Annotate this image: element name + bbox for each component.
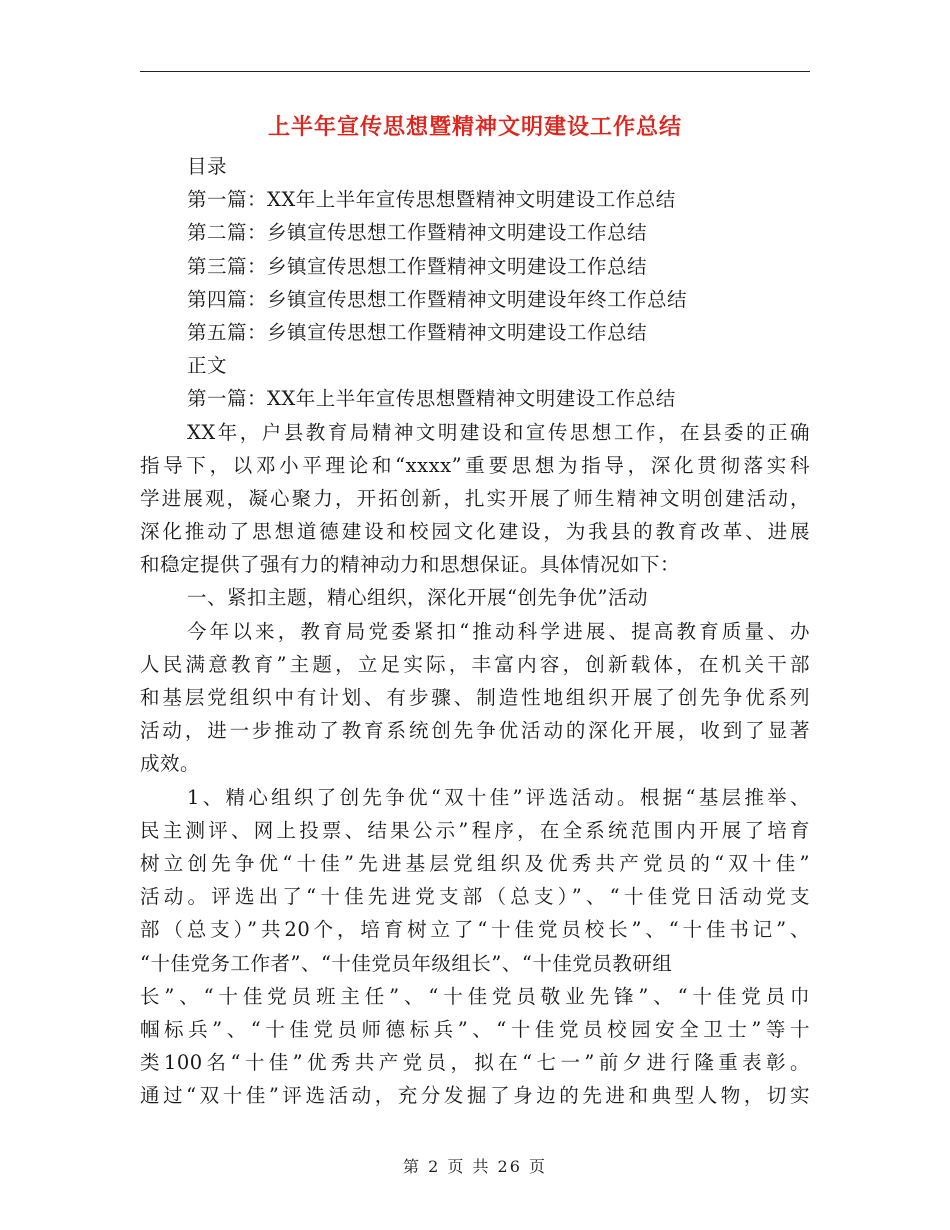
text-line: 部（总支）”共20个，培育树立了“十佳党员校长”、“十佳书记”、 (140, 918, 810, 942)
text-line: 通过“双十佳”评选活动，充分发掘了身边的先进和典型人物，切实 (140, 1084, 810, 1108)
text-line: 树立创先争优“十佳”先进基层党组织及优秀共产党员的“双十佳” (140, 851, 810, 875)
header-rule (140, 71, 810, 72)
text-line: 和基层党组织中有计划、有步骤、制造性地组织开展了创先争优系列 (140, 686, 810, 709)
text-line: 成效。 (140, 752, 201, 776)
text-line: 第五篇：乡镇宣传思想工作暨精神文明建设工作总结 (187, 320, 648, 344)
text-line: 正文 (187, 354, 228, 378)
text-line: 帼标兵”、“十佳党员师德标兵”、“十佳党员校园安全卫士”等十 (140, 1017, 810, 1041)
text-line: 民主测评、网上投票、结果公示”程序，在全系统范围内开展了培育 (140, 818, 810, 842)
text-line: 活动。评选出了“十佳先进党支部（总支）”、“十佳党日活动党支 (140, 885, 810, 909)
page-number-footer: 第 2 页 共 26 页 (403, 1157, 547, 1176)
text-line: 第一篇：XX年上半年宣传思想暨精神文明建设工作总结 (187, 387, 676, 411)
text-line: 人民满意教育”主题，立足实际，丰富内容，创新载体，在机关干部 (140, 652, 810, 676)
text-line: 长”、“十佳党员班主任”、“十佳党员敬业先锋”、“十佳党员巾 (140, 984, 810, 1008)
text-line: 第四篇：乡镇宣传思想工作暨精神文明建设年终工作总结 (187, 287, 688, 311)
text-line: 一、紧扣主题，精心组织，深化开展“创先争优”活动 (187, 586, 648, 610)
text-line: 活动，进一步推动了教育系统创先争优活动的深化开展，收到了显著 (140, 719, 810, 743)
text-line: XX年，户县教育局精神文明建设和宣传思想工作，在县委的正确 (187, 420, 810, 444)
text-line: 指导下，以邓小平理论和“xxxx”重要思想为指导，深化贯彻落实科 (140, 453, 810, 477)
text-line: 目录 (187, 155, 228, 178)
text-line: 深化推动了思想道德建设和校园文化建设，为我县的教育改革、进展 (140, 520, 810, 544)
document-body (140, 150, 810, 1112)
text-line: 学进展观，凝心聚力，开拓创新，扎实开展了师生精神文明创建活动， (140, 486, 810, 510)
text-line: 今年以来，教育局党委紧扣“推动科学进展、提高教育质量、办 (187, 619, 810, 643)
text-line: 和稳定提供了强有力的精神动力和思想保证。具体情况如下： (140, 553, 681, 577)
text-line: 第三篇：乡镇宣传思想工作暨精神文明建设工作总结 (187, 254, 648, 278)
document-title: 上半年宣传思想暨精神文明建设工作总结 (267, 114, 682, 140)
text-line: “十佳党务工作者”、“十佳党员年级组长”、“十佳党员教研组 (140, 951, 673, 975)
text-line: 第二篇：乡镇宣传思想工作暨精神文明建设工作总结 (187, 221, 648, 245)
text-line: 类100名“十佳”优秀共产党员，拟在“七一”前夕进行隆重表彰。 (140, 1051, 810, 1075)
text-line: 1、精心组织了创先争优“双十佳”评选活动。根据“基层推举、 (187, 785, 810, 809)
text-line: 第一篇：XX年上半年宣传思想暨精神文明建设工作总结 (187, 188, 676, 212)
